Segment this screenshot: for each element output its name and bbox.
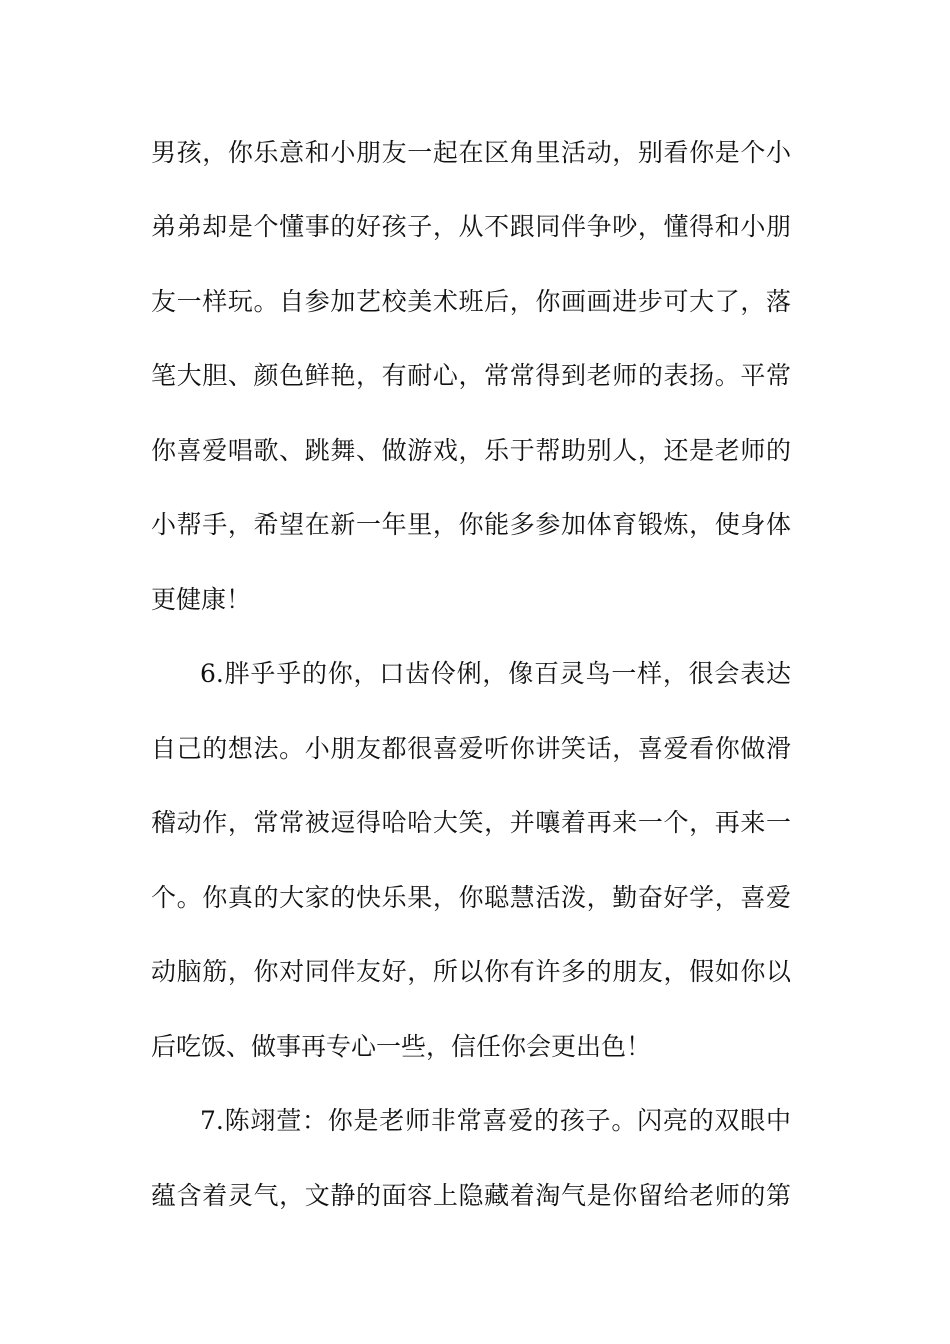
paragraph-line: 男孩，你乐意和小朋友一起在区角里活动，别看你是个小 [151,138,791,167]
paragraph-line: 稽动作，常常被逗得哈哈大笑，并嚷着再来一个，再来一 [151,808,791,837]
paragraph-line: 蕴含着灵气，文静的面容上隐藏着淘气是你留给老师的第 [151,1181,791,1210]
paragraph-line: 自己的想法。小朋友都很喜爱听你讲笑话，喜爱看你做滑 [151,734,791,763]
paragraph-line: 小帮手，希望在新一年里，你能多参加体育锻炼，使身体 [151,510,791,539]
paragraph-line: 个。你真的大家的快乐果，你聪慧活泼，勤奋好学，喜爱 [151,883,791,912]
numbered-paragraph-start: 6.胖乎乎的你，口齿伶俐，像百灵鸟一样，很会表达 [200,659,791,688]
paragraph-line: 动脑筋，你对同伴友好，所以你有许多的朋友，假如你以 [151,957,791,986]
numbered-paragraph-start: 7.陈翊萱：你是老师非常喜爱的孩子。闪亮的双眼中 [200,1106,791,1135]
paragraph-line: 你喜爱唱歌、跳舞、做游戏，乐于帮助别人，还是老师的 [151,436,791,465]
paragraph-line: 弟弟却是个懂事的好孩子，从不跟同伴争吵，懂得和小朋 [151,212,791,241]
paragraph-line: 友一样玩。自参加艺校美术班后，你画画进步可大了，落 [151,287,791,316]
paragraph-end-line: 后吃饭、做事再专心一些，信任你会更出色！ [151,1032,652,1061]
paragraph-line: 笔大胆、颜色鲜艳，有耐心，常常得到老师的表扬。平常 [151,361,791,390]
paragraph-end-line: 更健康！ [151,585,252,614]
